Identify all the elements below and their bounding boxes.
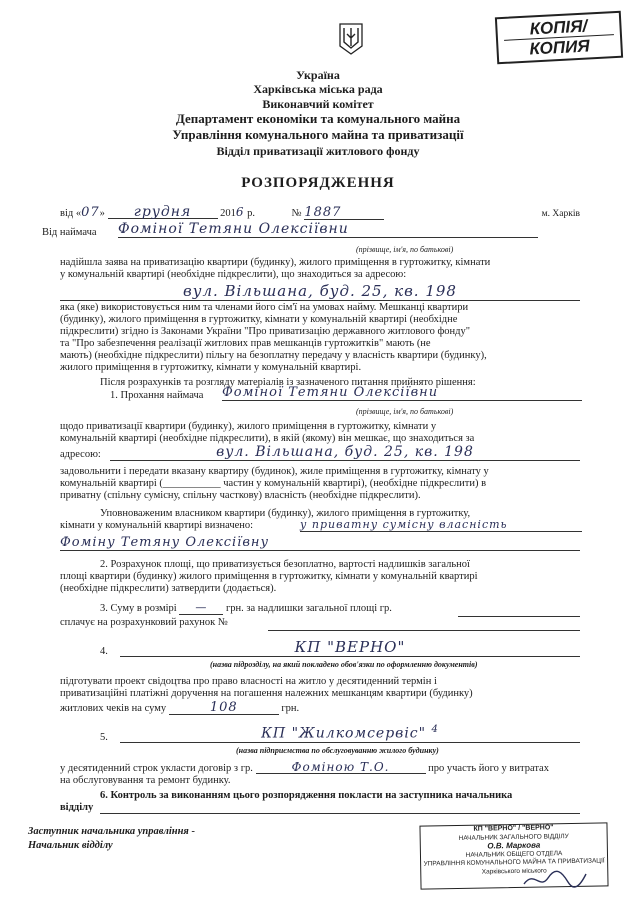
para5-line1: задовольнити і передати вказану квартиру (будинок), жиле приміщення в гуртожитку, кімнату у [60,466,489,477]
date-day: 07 [81,205,100,220]
item3-line1 [100,602,392,615]
stamp-line3: О.В. Маркова [487,840,541,851]
item5-label: 5. [100,732,108,743]
stamp-line2: НАЧАЛЬНИК ЗАГАЛЬНОГО ВІДДІЛУ [458,832,569,842]
city: м. Харків [541,209,580,219]
para5-line3: приватну (спільну сумісну, спільну часткову) власність (необхідне підкреслити). [60,490,421,501]
trident-emblem-icon [338,22,364,56]
item3-label: 3. Суму в розмірі [100,603,177,614]
owner-line1: Уповноваженим власником квартири (будинку), жилого приміщення в гуртожитку, [100,508,471,519]
document-title: РОЗПОРЯДЖЕННЯ [241,175,395,191]
header-division: Відділ приватизації житлового фонду [216,144,420,158]
para1-line2: у комунальній квартирі (необхідне підкреслити), що знаходиться за адресою: [60,269,407,280]
item4-executor: КП "ВЕРНО" [120,638,580,657]
item5-company-num: 4 [431,724,439,735]
date-month: грудня [108,206,218,219]
date-year-prefix: 201 [220,208,236,219]
header-council: Харківська міська рада [253,82,383,96]
owner-line2: кімнати у комунальній квартирі визначено: [60,520,254,531]
para2-line3: підкреслити) згідно із Законами України "Про приватизацію державного житлового фонду" [60,326,471,337]
owner-name: Фоміну Тетяну Олексіївну [60,535,580,551]
item4-label: 4. [100,646,108,657]
para6-line3-text: житлових чеків на суму [60,703,167,714]
para6-line1: підготувати проект свідоцтва про право власності на житло у десятиденний термін і [60,676,437,687]
copy-stamp-line2: КОПИЯ [504,34,615,60]
item3-line2: сплачує на розрахунковий рахунок № [60,617,228,628]
item1-name: Фоміної Тетяни Олексіївни [222,385,582,401]
address2: вул. Вільшана, буд. 25, кв. 198 [110,444,580,461]
date-from-label: від « [60,208,82,219]
signer-line1: Заступник начальника управління - [28,826,195,837]
stamp-line6: Харківського міського [481,866,547,876]
item6-line2: відділу [60,802,94,813]
para7-line2: на обслуговування та ремонт будинку. [60,775,231,786]
stamp-line4: НАЧАЛЬНИК ОБЩЕГО ОТДЕЛА [465,849,563,859]
tenant-name: Фоміної Тетяни Олексіївни [118,221,538,238]
item5-company [120,724,580,743]
item6-line1: 6. Контроль за виконанням цього розпорядження покласти на заступника начальника [100,790,513,801]
para7-person: Фоміною Т.О. [256,761,426,774]
item2-line1: 2. Розрахунок площі, що приватизується безоплатно, вартості надлишків загальної [100,559,470,570]
stamp-line1: КП "ВЕРНО" / "ВЕРНО" [473,824,554,833]
para2-line2: (будинку), жилого приміщення в гуртожитку, кімнати у комунальній квартирі (необхідне [60,314,458,325]
tenant-label: Від наймача [42,227,97,238]
item5-company-name: КП "Жилкомсервіс" [261,725,427,742]
para7-line1 [60,761,580,775]
order-number: 1887 [304,207,384,220]
item3-name-line [458,616,580,617]
para2-line6: жилого приміщення в гуртожитку, кімнати у комунальній квартирі. [60,362,362,373]
address2-label: адресою: [60,449,101,460]
copy-stamp [495,11,623,65]
number-label: № [291,208,302,219]
para7-b: про участь його у витратах [428,763,549,774]
item1-hint: (прізвище, ім'я, по батькові) [356,407,454,416]
signature-image [520,866,590,892]
header-committee: Виконавчий комітет [262,97,374,111]
para6-line2: приватизаційні платіжні доручення на погашення належних мешканцям квартири (будинку) [60,688,473,699]
date-year-suffix: 6 [235,205,245,219]
date-line [60,206,580,220]
header-directorate: Управління комунального майна та приватизації [172,127,464,142]
para3: Після розрахунків та розгляду матеріалів із зазначеного питання прийнято рішення: [100,377,476,388]
para2-line1: яка (яке) використовується ним та членами його сім'ї на умовах найму. Мешканці квартири [60,302,469,313]
header-department: Департамент економіки та комунального майна [175,111,461,126]
para2-line5: мають) (необхідне підкреслити) пільгу на безоплатну передачу у власність квартири (будинку), [60,350,487,361]
item3-account-line [268,630,580,631]
para7-a: у десятиденний строк укласти договір з гр. [60,763,253,774]
item4-hint: (назва підрозділу, на який покладено обов'язки по оформленню документів) [210,660,478,669]
cheque-sum: 108 [169,702,279,715]
uah-label: грн. [281,703,300,714]
stamp-line5: УПРАВЛІННЯ КОМУНАЛЬНОГО МАЙНА ТА ПРИВАТИЗАЦІЇ [423,857,605,868]
item5-hint: (назва підприємства по обслуговуванню жилого будинку) [236,746,439,755]
para4-line1: щодо приватизації квартири (будинку), жилого приміщення в гуртожитку, кімнати у [60,421,437,432]
copy-stamp-line1: КОПІЯ/ [529,16,588,39]
para6-line3 [60,702,299,715]
date-year-label: р. [247,208,256,219]
item3-sum: — [179,602,223,615]
item2-line2: площі квартири (будинку) жилого приміщення в гуртожитку, кімнати у комунальній квартирі [60,571,478,582]
para5-line2: комунальній квартирі (___________ частин у комунальній квартирі), (необхідне підкреслити) в [60,478,487,489]
address: вул. Вільшана, буд. 25, кв. 198 [60,282,580,301]
header-country: Україна [296,68,340,82]
date-quote: » [99,208,105,219]
signer-line2: Начальник відділу [28,840,113,851]
item3-mid: грн. за надлишки загальної площі гр. [225,603,392,614]
item1-label: 1. Прохання наймача [110,390,204,401]
para1-line1: надійшла заява на приватизацію квартири (будинку), жилого приміщення в гуртожитку, кімнати [60,257,491,268]
item6-line [100,813,580,814]
owner-type: у приватну сумісну власність [300,518,582,532]
para4-line2: комунальній квартирі (необхідне підкреслити), в якій (якому) він мешкає, що знаходиться за [60,433,475,444]
para2-line4: та "Про забезпечення реалізації житлових прав мешканців гуртожитків" мають (не [60,338,431,349]
tenant-hint: (прізвище, ім'я, по батькові) [356,245,454,254]
item2-line3: (необхідне підкреслити) затвердити (додається). [60,583,277,594]
